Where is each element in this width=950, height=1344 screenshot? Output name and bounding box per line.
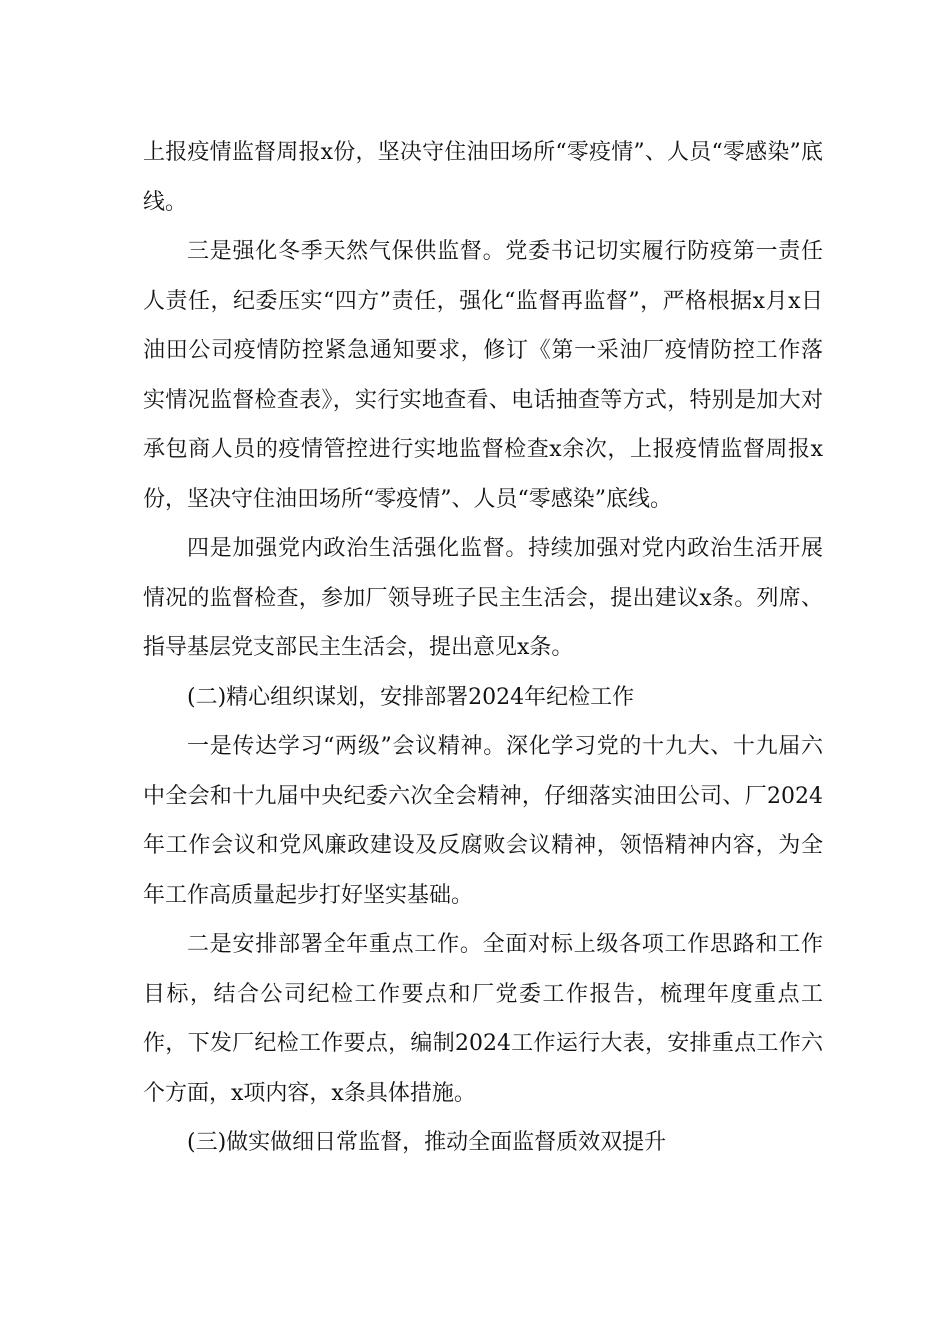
paragraph-key-work-plan: 二是安排部署全年重点工作。全面对标上级各项工作思路和工作目标，结合公司纪检工作要点和厂党委工作报告，梳理年度重点工作，下发厂纪检工作要点，编制2024工作运行大表，安排重点工作六个方面，x项内容，x条具体措施。 — [143, 932, 823, 1106]
section-heading-3: (三)做实做细日常监督，推动全面监督质效双提升 — [187, 1130, 667, 1155]
paragraph-continuation: 上报疫情监督周报x份，坚决守住油田场所“零疫情”、人员“零感染”底线。 — [143, 140, 823, 215]
document-body — [143, 128, 823, 1168]
paragraph-two-level-meetings: 一是传达学习“两级”会议精神。深化学习党的十九大、十九届六中全会和十九届中央纪委六次全会精神，仔细落实油田公司、厂2024年工作会议和党风廉政建设及反腐败会议精神，领悟精神内容，为全年工作高质量起步打好坚实基础。 — [143, 734, 823, 908]
section-heading-2: (二)精心组织谋划，安排部署2024年纪检工作 — [187, 684, 635, 710]
paragraph-winter-gas-supervision: 三是强化冬季天然气保供监督。党委书记切实履行防疫第一责任人责任，纪委压实“四方”责任，强化“监督再监督”，严格根据x月x日油田公司疫情防控紧急通知要求，修订《第一采油厂疫情防控工作落实情况监督检查表》，实行实地查看、电话抽查等方式，特别是加大对承包商人员的疫情管控进行实地监督检查x余次，上报疫情监督周报x份，坚决守住油田场所“零疫情”、人员“零感染”底线。 — [143, 239, 823, 512]
paragraph-political-life-supervision: 四是加强党内政治生活强化监督。持续加强对党内政治生活开展情况的监督检查，参加厂领导班子民主生活会，提出建议x条。列席、指导基层党支部民主生活会，提出意见x条。 — [143, 536, 823, 660]
